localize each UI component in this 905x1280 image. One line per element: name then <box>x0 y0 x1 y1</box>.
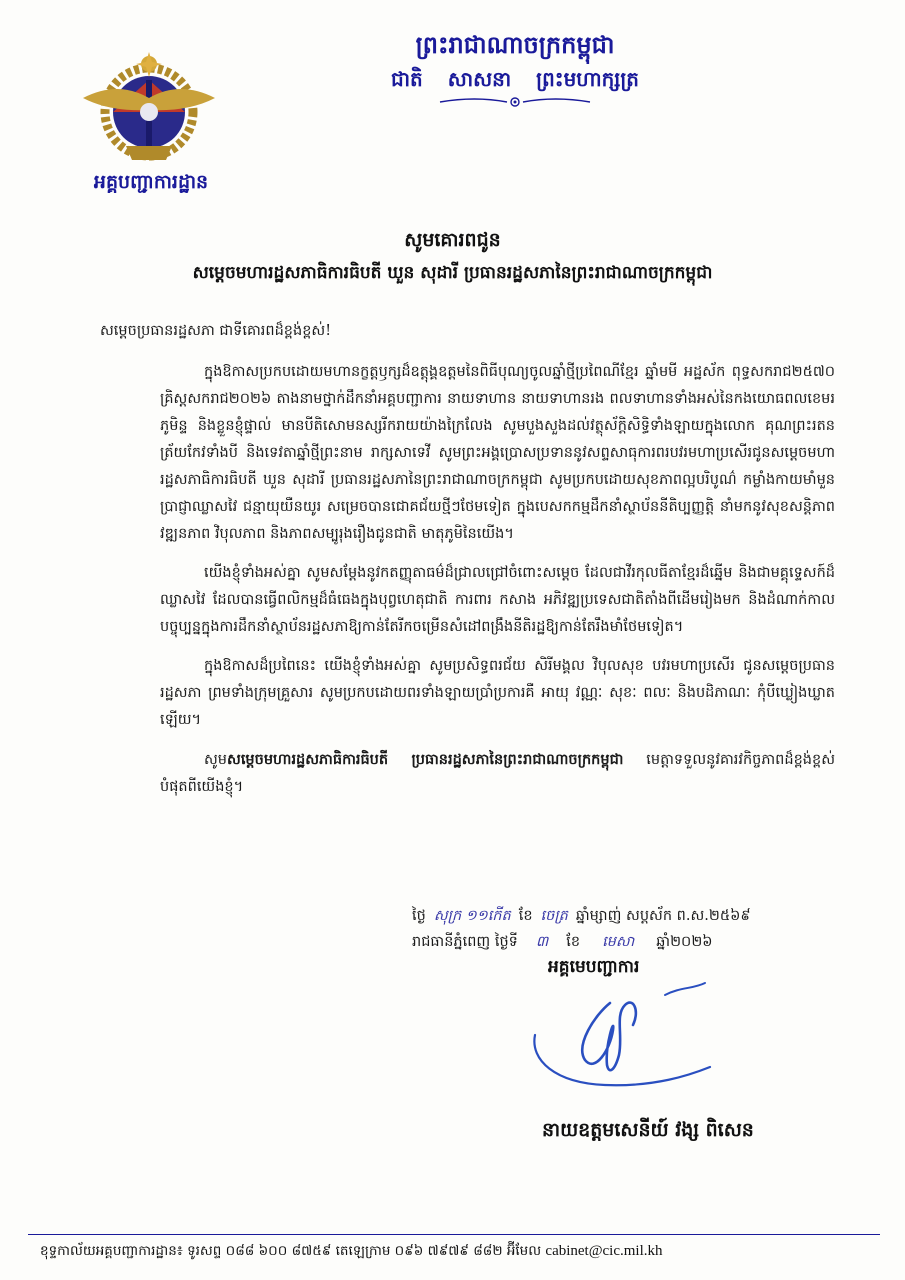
solar-date-line <box>412 929 852 955</box>
date-block <box>412 903 852 955</box>
salutation: សម្តេចប្រធានរដ្ឋសភា ជាទីគោរពដ៏ខ្ពង់ខ្ពស់! <box>100 323 332 339</box>
signer-name: នាយឧត្តមសេនីយ៍ វង្ស ពិសេន <box>542 1119 754 1141</box>
day: ៣ <box>535 934 549 950</box>
footer-text: ខុទ្ទកាល័យអគ្គបញ្ជាការដ្ឋាន៖ ទូរសព្ទ ០៨៨ ៦០០ ៨៧៥៩ តេឡេក្រាម ០៩៦ ៧៩៧៩ ៨៨២ អ៊ីមែល <box>40 1243 542 1259</box>
ornament-divider-icon <box>435 96 595 108</box>
handwritten-signature-icon <box>515 975 715 1090</box>
footer-divider <box>28 1234 880 1235</box>
paragraph-3: ក្នុងឱកាសដ៏ប្រពៃនេះ យើងខ្ញុំទាំងអស់គ្នា សូមប្រសិទ្ធពរជ័យ សិរីមង្គល វិបុលសុខ បវរមហាប្រសើរ ជូនសម្តេចប្រធានរដ្ឋសភា ព្រមទាំងក្រុមគ្រួសារ សូមប្រកបដោយពរទាំងឡាយប្រាំប្រការគឺ អាយុ វណ្ណៈ សុខៈ ពលៈ និងបដិភាណៈ កុំបីឃ្លៀងឃ្លាតឡើយ។ <box>160 658 835 728</box>
lunar-date-line <box>412 903 852 929</box>
paragraph-1: ក្នុងឱកាសប្រកបដោយមហានក្ខត្តឫក្សដ៏ឧត្តុង្គឧត្តមនៃពិធីបុណ្យចូលឆ្នាំថ្មីប្រពៃណីខ្មែរ ឆ្នាំមមី អដ្ឋស័ក ពុទ្ធសករាជ២៥៧០ គ្រិស្តសករាជ២០២៦ តាងនាមថ្នាក់ដឹកនាំអគ្គបញ្ជាការ នាយទាហាន នាយទាហានរង ពលទាហានទាំងអស់នៃកងយោធពលខេមរភូមិន្ទ និងខ្លួនខ្ញុំផ្ទាល់ មានបីតិសោមនស្សរីករាយយ៉ាងក្រៃលែង សូមបួងសួងដល់វត្ថុស័ក្តិសិទ្ធិទាំងឡាយក្នុងលោក គុណព្រះរតនត្រ័យកែវទាំងបី និងទេវតាឆ្នាំថ្មីព្រះនាម រាក្សសាទេវី សូមព្រះអង្គប្រោសប្រទាននូវសព្ទសាធុការពរបវរមហាប្រសើរជូនសម្តេចមហារដ្ឋសភាធិការធិបតី ឃួន សុដារី ប្រធានរដ្ឋសភានៃព្រះរាជាណាចក្រកម្ពុជា សូមប្រកបដោយសុខភាពល្អបរិបូណ៌ កម្លាំងកាយមាំមួន ប្រាជ្ញាឈ្លាសវៃ ជន្មាយុយឺនយូរ សម្រេចបានជោគជ័យថ្មីៗថែមទៀត ក្នុងបេសកកម្មដឹកនាំស្ថាប័ននីតិប្បញ្ញត្តិ នាំមកនូវសុខសន្តិភាព វឌ្ឍនភាព វិបុលភាព និងភាពសម្បូរុងរឿងជូនជាតិ មាតុភូមិនៃយើង។ <box>160 364 835 542</box>
year: ឆ្នាំ២០២៦ <box>656 934 713 950</box>
motto-heading: ជាតិ សាសនា ព្រះមហាក្សត្រ <box>391 67 639 91</box>
footer-email: cabinet@cic.mil.kh <box>545 1243 663 1259</box>
month-label: ខែ <box>566 934 581 950</box>
signatory-title: អគ្គមេបញ្ជាការ <box>548 957 640 977</box>
letter-body <box>100 318 835 813</box>
unit-name: អគ្គបញ្ជាការដ្ឋាន <box>93 171 209 193</box>
paragraph-2: យើងខ្ញុំទាំងអស់គ្នា សូមសម្តែងនូវកតញ្ញុតាធម៌ដ៏ជ្រាលជ្រៅចំពោះសម្តេច ដែលជាវីរកុលធីតាខ្មែរដ៏ឆ្នើម និងជាមគ្គុទ្ទេសក៍ដ៏ឈ្លាសវៃ ដែលបានធ្វើពលិកម្មដ៏ធំធេងក្នុងបុព្វហេតុជាតិ ការពារ កសាង អភិវឌ្ឍប្រទេសជាតិតាំងពីដើមរៀងមក និងដំណាក់កាលបច្ចុប្បន្នក្នុងការដឹកនាំស្ថាប័នរដ្ឋសភាឱ្យកាន់តែរីកចម្រើនសំដៅពង្រឹងនីតិរដ្ឋឱ្យកាន់តែរឹងមាំថែមទៀត។ <box>160 565 835 635</box>
lunar-month: ចេត្រ <box>540 908 568 924</box>
respect-line: សូមគោរពជូន <box>404 229 501 251</box>
kingdom-heading: ព្រះរាជាណាចក្រកម្ពុជា <box>415 30 615 59</box>
footer-contact <box>40 1242 880 1262</box>
closing-pre: សូម <box>204 752 228 768</box>
lunar-month-label: ខែ <box>518 908 533 924</box>
military-emblem-icon <box>78 50 220 168</box>
closing-bold: សម្តេចមហារដ្ឋសភាធិការធិបតី ប្រធានរដ្ឋសភានៃព្រះរាជាណាចក្រកម្ពុជា <box>227 751 624 768</box>
closing-paragraph <box>160 746 835 801</box>
lunar-prefix: ថ្ងៃ <box>412 908 426 924</box>
month: មេសា <box>602 934 635 950</box>
lunar-day: សុក្រ ១១កើត <box>433 908 511 924</box>
lunar-rest: ឆ្នាំម្សាញ់ សប្តស័ក ព.ស.២៥៦៩ <box>575 908 751 924</box>
place: រាជធានីភ្នំពេញ ថ្ងៃទី <box>412 934 518 950</box>
closing-post: មេត្តាទទួលនូវគារវកិច្ចភាពដ៏ខ្ពង់ខ្ពស់បំផុតពីយើងខ្ញុំ។ <box>160 752 835 795</box>
recipient-line: សម្តេចមហារដ្ឋសភាធិការធិបតី ឃួន សុដារី ប្រធានរដ្ឋសភានៃព្រះរាជាណាចក្រកម្ពុជា <box>192 263 713 283</box>
